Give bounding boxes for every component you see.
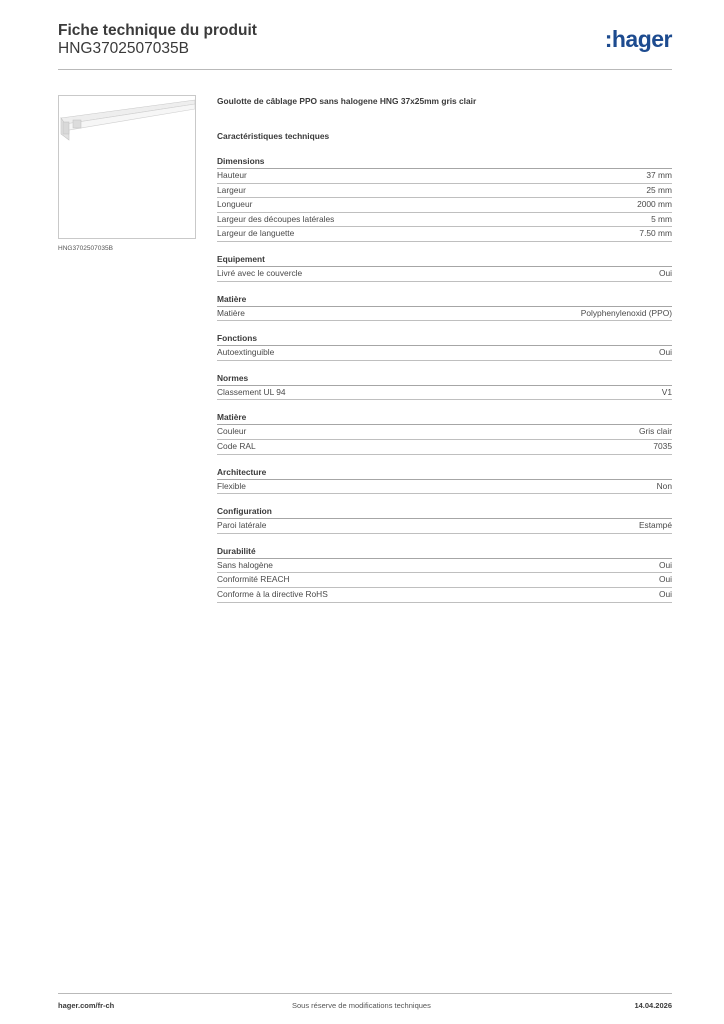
section-title: Architecture xyxy=(217,466,672,480)
spec-label: Autoextinguible xyxy=(217,347,275,358)
spec-label: Code RAL xyxy=(217,440,256,451)
spec-label: Hauteur xyxy=(217,170,247,180)
specifications xyxy=(217,96,672,614)
section-title: Configuration xyxy=(217,505,672,519)
spec-value: 5 mm xyxy=(651,213,672,224)
spec-label: Matière xyxy=(217,307,245,318)
spec-value: 7.50 mm xyxy=(639,228,672,239)
spec-row xyxy=(217,198,672,213)
spec-value: 2000 mm xyxy=(637,199,672,210)
spec-row xyxy=(217,184,672,199)
spec-row xyxy=(217,519,672,534)
product-description: Goulotte de câblage PPO sans halogene HNG 37x25mm gris clair xyxy=(217,96,477,106)
section-title: Matière xyxy=(217,411,672,425)
spec-label: Couleur xyxy=(217,426,247,437)
spec-value: Gris clair xyxy=(638,426,672,437)
spec-row xyxy=(217,267,672,282)
product-image xyxy=(58,95,196,239)
spec-row xyxy=(217,440,672,455)
spec-label: Livré avec le couvercle xyxy=(217,267,303,278)
image-caption: HNG3702507035B xyxy=(58,245,113,252)
spec-value: 7035 xyxy=(653,440,672,451)
spec-value: Oui xyxy=(658,559,672,570)
section-durabilite xyxy=(217,545,672,603)
spec-row xyxy=(217,307,672,322)
spec-value: 37 mm xyxy=(646,170,672,180)
spec-label: Flexible xyxy=(217,480,246,491)
spec-row xyxy=(217,227,672,242)
characteristics-title: Caractéristiques techniques xyxy=(217,131,330,141)
section-normes xyxy=(217,372,672,401)
section-title: Fonctions xyxy=(217,332,672,346)
spec-label: Largeur de languette xyxy=(217,228,295,239)
spec-label: Conforme à la directive RoHS xyxy=(217,588,328,599)
spec-value: 25 mm xyxy=(646,184,672,195)
spec-value: Oui xyxy=(658,588,672,599)
section-matiere xyxy=(217,293,672,322)
page-title: Fiche technique du produit xyxy=(58,22,257,39)
section-equipement xyxy=(217,253,672,282)
spec-row xyxy=(217,169,672,184)
spec-label: Largeur xyxy=(217,184,246,195)
section-title: Durabilité xyxy=(217,545,672,559)
spec-value: Polyphenylenoxid (PPO) xyxy=(580,307,672,318)
spec-value: Oui xyxy=(658,574,672,585)
footer-notice: Sous réserve de modifications techniques xyxy=(292,1001,431,1010)
spec-label: Sans halogène xyxy=(217,559,273,570)
spec-value: Estampé xyxy=(638,520,672,531)
product-reference: HNG3702507035B xyxy=(58,40,189,57)
spec-value: V1 xyxy=(661,386,672,397)
spec-label: Conformité REACH xyxy=(217,574,290,585)
spec-row xyxy=(217,573,672,588)
section-architecture xyxy=(217,466,672,495)
spec-label: Classement UL 94 xyxy=(217,386,286,397)
footer-divider xyxy=(58,993,672,994)
hager-logo[interactable]: :hager xyxy=(604,26,672,52)
section-title: Dimensions xyxy=(217,155,672,169)
spec-label: Longueur xyxy=(217,199,253,210)
spec-row xyxy=(217,213,672,228)
spec-row xyxy=(217,559,672,574)
spec-value: Non xyxy=(656,480,672,491)
logo-text: hager xyxy=(611,26,672,52)
spec-value: Oui xyxy=(658,347,672,358)
section-title: Matière xyxy=(217,293,672,307)
section-dimensions xyxy=(217,155,672,242)
spec-value: Oui xyxy=(658,267,672,278)
spec-label: Largeur des découpes latérales xyxy=(217,213,335,224)
spec-row xyxy=(217,346,672,361)
spec-row xyxy=(217,588,672,603)
spec-row xyxy=(217,386,672,401)
cable-trunking-illustration xyxy=(59,96,195,238)
spec-row xyxy=(217,480,672,495)
section-title: Normes xyxy=(217,372,672,386)
section-fonctions xyxy=(217,332,672,361)
header-divider xyxy=(58,69,672,70)
footer-date: 14.04.2026 xyxy=(634,1001,672,1010)
footer-website-link[interactable]: hager.com/fr-ch xyxy=(58,1001,115,1010)
page-header xyxy=(58,22,257,58)
spec-row xyxy=(217,425,672,440)
section-matiere-couleur xyxy=(217,411,672,454)
section-configuration xyxy=(217,505,672,534)
section-title: Equipement xyxy=(217,253,672,267)
spec-label: Paroi latérale xyxy=(217,520,267,531)
